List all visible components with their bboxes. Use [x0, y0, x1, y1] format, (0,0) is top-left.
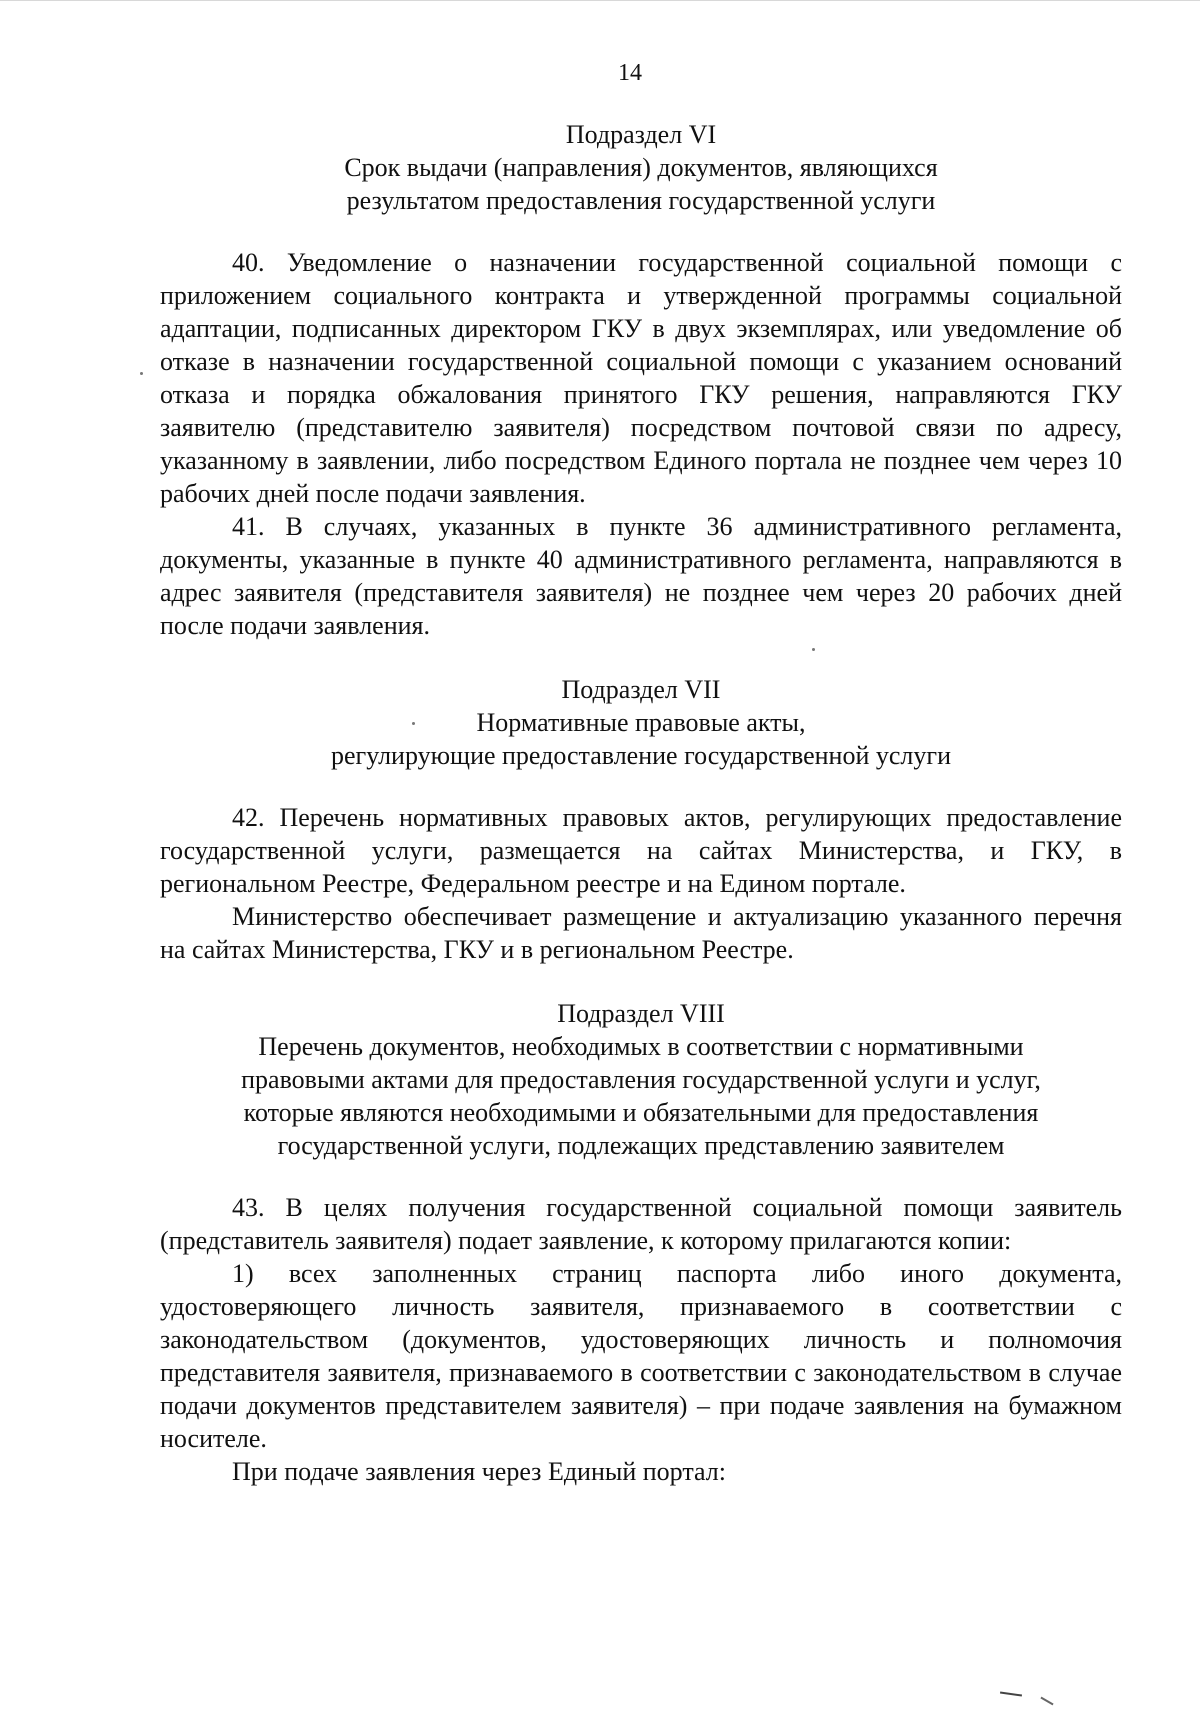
section-subtitle-line: государственной услуги, подлежащих представлению заявителем	[277, 1131, 1005, 1160]
scan-speck	[812, 648, 815, 651]
document-body	[160, 118, 1122, 1488]
paragraph-portal: При подаче заявления через Единый портал:	[232, 1457, 726, 1486]
section-heading-vii	[160, 673, 1122, 772]
section-subtitle-line: регулирующие предоставление государственной услуги	[331, 741, 951, 770]
page-number: 14	[618, 60, 642, 86]
paragraph-42: 42. Перечень нормативных правовых актов, регулирующих предоставление государственной услуги, размещается на сайтах Министерства, и ГКУ, в региональном Реестре, Федеральном реестре и на Едином портале.	[160, 803, 1122, 898]
scan-speck	[140, 372, 143, 375]
section-subtitle-line: которые являются необходимыми и обязательными для предоставления	[243, 1098, 1039, 1127]
section-heading-vi	[160, 118, 1122, 217]
paragraph-43: 43. В целях получения государственной социальной помощи заявитель (представитель заявителя) подает заявление, к которому прилагаются копии:	[160, 1193, 1122, 1255]
section-subtitle-line: Перечень документов, необходимых в соответствии с нормативными	[258, 1032, 1024, 1061]
scan-speck	[412, 722, 415, 725]
section-subtitle-line: правовыми актами для предоставления государственной услуги и услуг,	[241, 1065, 1041, 1094]
paragraph-40: 40. Уведомление о назначении государственной социальной помощи с приложением социального контракта и утвержденной программы социальной адаптации, подписанных директором ГКУ в двух экземплярах, или уведомление об отказе в назначении государственной социальной помощи с указанием оснований отказа и порядка обжалования принятого ГКУ решения, направляются ГКУ заявителю (представителю заявителя) посредством почтовой связи по адресу, указанному в заявлении, либо посредством Единого портала не позднее чем через 10 рабочих дней после подачи заявления.	[160, 248, 1122, 508]
section-title: Подраздел VI	[565, 120, 717, 149]
section-subtitle-line: Нормативные правовые акты,	[476, 708, 806, 737]
section-title: Подраздел VIII	[557, 999, 725, 1028]
section-heading-viii	[160, 997, 1122, 1162]
section-subtitle-line: результатом предоставления государственной услуги	[346, 186, 936, 215]
scan-edge-line	[0, 0, 1200, 1]
paragraph-41: 41. В случаях, указанных в пункте 36 административного регламента, документы, указанные в пункте 40 административного регламента, направляются в адрес заявителя (представителя заявителя) не позднее чем через 20 рабочих дней после подачи заявления.	[160, 512, 1122, 640]
scan-corner-mark	[1040, 1697, 1053, 1706]
paragraph-43-item-1: 1) всех заполненных страниц паспорта либо иного документа, удостоверяющего личность заявителя, признаваемого в соответствии с законодательством (документов, удостоверяющих личность и полномочия представителя заявителя, признаваемого в соответствии с законодательством в случае подачи документов представителем заявителя) – при подаче заявления на бумажном носителе.	[160, 1259, 1122, 1453]
paragraph-ministry: Министерство обеспечивает размещение и актуализацию указанного перечня на сайтах Министерства, ГКУ и в региональном Реестре.	[160, 902, 1122, 964]
section-subtitle-line: Срок выдачи (направления) документов, являющихся	[344, 153, 938, 182]
scan-corner-mark	[1000, 1691, 1022, 1696]
section-title: Подраздел VII	[561, 675, 721, 704]
